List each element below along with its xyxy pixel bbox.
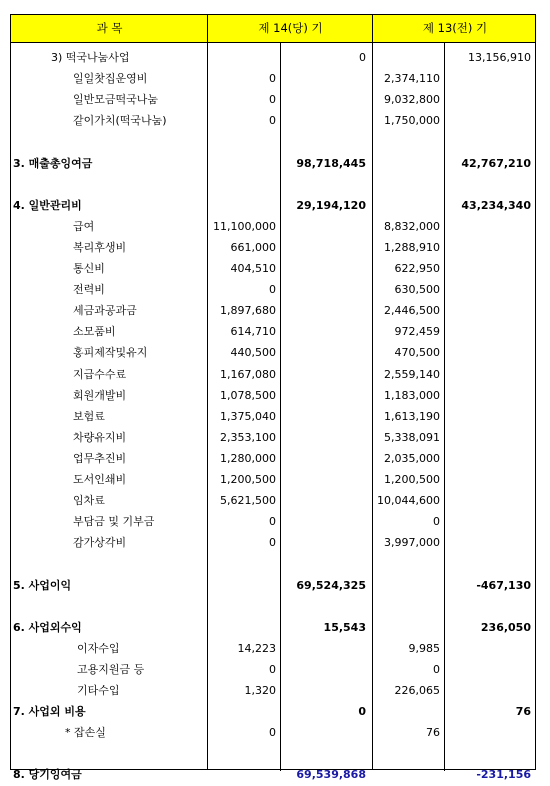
current-detail-amount: 0 [269,114,276,128]
current-total-amount: 0 [358,705,366,719]
row-label: 4. 일반관리비 [13,198,82,212]
current-total-amount: 29,194,120 [296,198,366,212]
prior-detail-amount: 1,200,500 [384,473,440,486]
current-detail-amount: 404,510 [230,262,276,275]
current-total-amount: 15,543 [323,620,366,634]
table-row [11,596,535,617]
prior-total-amount: -231,156 [476,768,531,782]
current-detail-amount: 1,375,040 [220,409,276,423]
row-label: 8. 당기잉여금 [13,768,82,782]
current-detail-amount: 1,897,680 [220,304,276,318]
table-row [11,237,535,258]
prior-detail-amount: 1,613,190 [384,409,440,423]
current-detail-amount: 0 [269,93,276,107]
table-row [11,638,535,659]
prior-detail-amount: 226,065 [394,684,440,697]
table-row [11,258,535,279]
prior-detail-amount: 8,832,000 [384,219,440,233]
row-label: 5. 사업이익 [13,578,72,592]
current-detail-amount: 1,078,500 [220,388,276,402]
current-detail-amount: 614,710 [230,325,276,339]
prior-detail-amount: 3,997,000 [384,536,440,550]
prior-detail-amount: 972,459 [394,325,440,339]
table-row [11,131,535,152]
row-label: 업무추진비 [73,451,127,465]
table-row [11,89,535,110]
table-row [11,511,535,532]
row-label: 소모품비 [73,325,116,339]
table-row [11,364,535,385]
current-detail-amount: 440,500 [230,346,276,360]
row-label: 3. 매출총잉여금 [13,156,93,170]
row-label: 이자수입 [77,641,120,655]
header-prior-period: 제 13(전) 기 [422,21,488,35]
row-label: 보험료 [73,409,105,423]
prior-total-amount: 76 [515,705,531,719]
row-label: 전력비 [73,283,105,297]
table-row [11,279,535,300]
current-detail-amount: 14,223 [237,641,276,655]
current-detail-amount: 1,320 [244,684,276,697]
current-detail-amount: 0 [269,283,276,297]
row-label: 기타수입 [77,684,120,697]
prior-detail-amount: 0 [433,515,440,529]
row-label: 부담금 및 기부금 [73,515,155,529]
header-current-period: 제 14(당) 기 [258,21,323,35]
row-label: 감가상각비 [73,536,127,550]
row-label: 차량유지비 [73,430,127,444]
table-row [11,490,535,511]
row-label: 회원개발비 [73,388,127,402]
prior-total-amount: 13,156,910 [468,51,531,64]
prior-detail-amount: 5,338,091 [384,430,440,444]
row-label: 홍피제작및유지 [73,346,148,360]
table-header [11,15,535,43]
table-row [11,195,535,216]
table-row [11,743,535,764]
row-label: 복리후생비 [73,240,127,254]
prior-total-amount: 236,050 [480,620,531,634]
current-detail-amount: 1,167,080 [220,367,276,381]
prior-detail-amount: 622,950 [394,262,440,275]
prior-detail-amount: 9,985 [408,641,440,655]
table-row [11,701,535,722]
prior-detail-amount: 2,446,500 [384,304,440,318]
prior-detail-amount: 10,044,600 [377,494,440,508]
prior-total-amount: 43,234,340 [461,198,531,212]
table-row [11,385,535,406]
table-row [11,680,535,701]
current-detail-amount: 11,100,000 [213,219,276,233]
row-label: 급여 [73,219,95,233]
current-detail-amount: 0 [269,536,276,550]
current-detail-amount: 661,000 [230,240,276,254]
current-total-amount: 69,524,325 [296,578,366,592]
table-row [11,659,535,680]
table-row [11,300,535,321]
prior-total-amount: -467,130 [476,578,531,592]
row-label: 일반모금떡국나눔 [73,93,159,107]
table-row [11,68,535,89]
table-row [11,110,535,131]
row-label: 일일찻집운영비 [73,72,148,86]
table-row [11,427,535,448]
table-row [11,448,535,469]
table-row [11,469,535,490]
header-subject: 과 목 [96,21,123,35]
current-detail-amount: 0 [269,72,276,86]
prior-detail-amount: 1,183,000 [384,388,440,402]
current-detail-amount: 1,280,000 [220,451,276,465]
current-total-amount: 69,539,868 [296,768,366,782]
row-label: 3) 떡국나눔사업 [51,51,130,64]
current-detail-amount: 5,621,500 [220,494,276,508]
prior-detail-amount: 2,035,000 [384,451,440,465]
table-row [11,342,535,363]
prior-detail-amount: 9,032,800 [384,93,440,107]
table-row [11,722,535,743]
current-detail-amount: 0 [269,515,276,529]
current-detail-amount: 0 [269,662,276,676]
prior-detail-amount: 2,559,140 [384,367,440,381]
row-label: 7. 사업외 비용 [13,705,86,719]
current-total-amount: 0 [359,51,366,64]
table-row [11,617,535,638]
table-row [11,406,535,427]
prior-detail-amount: 1,750,000 [384,114,440,128]
table-row [11,216,535,237]
row-label: 같이가치(떡국나눔) [73,114,167,128]
table-row [11,47,535,68]
prior-detail-amount: 2,374,110 [384,72,440,86]
row-label: 지급수수료 [73,367,127,381]
table-row [11,575,535,596]
financial-statement-table [10,14,536,782]
current-detail-amount: 1,200,500 [220,473,276,486]
row-label: * 잡손실 [65,726,106,740]
prior-total-amount: 42,767,210 [461,156,531,170]
row-label: 도서인쇄비 [73,473,127,486]
row-label: 통신비 [73,262,105,275]
table-row [11,174,535,195]
row-label: 세금과공과금 [73,304,137,318]
prior-detail-amount: 1,288,910 [384,240,440,254]
table-row [11,764,535,785]
table-row [11,553,535,574]
table-row [11,153,535,174]
current-total-amount: 98,718,445 [296,156,366,170]
prior-detail-amount: 0 [433,662,440,676]
current-detail-amount: 0 [269,726,276,740]
row-label: 고용지원금 등 [77,662,145,676]
prior-detail-amount: 76 [426,726,440,740]
table-row [11,321,535,342]
row-label: 임차료 [73,494,105,508]
prior-detail-amount: 630,500 [394,283,440,297]
prior-detail-amount: 470,500 [394,346,440,360]
row-label: 6. 사업외수익 [13,620,82,634]
table-row [11,532,535,553]
current-detail-amount: 2,353,100 [220,430,276,444]
